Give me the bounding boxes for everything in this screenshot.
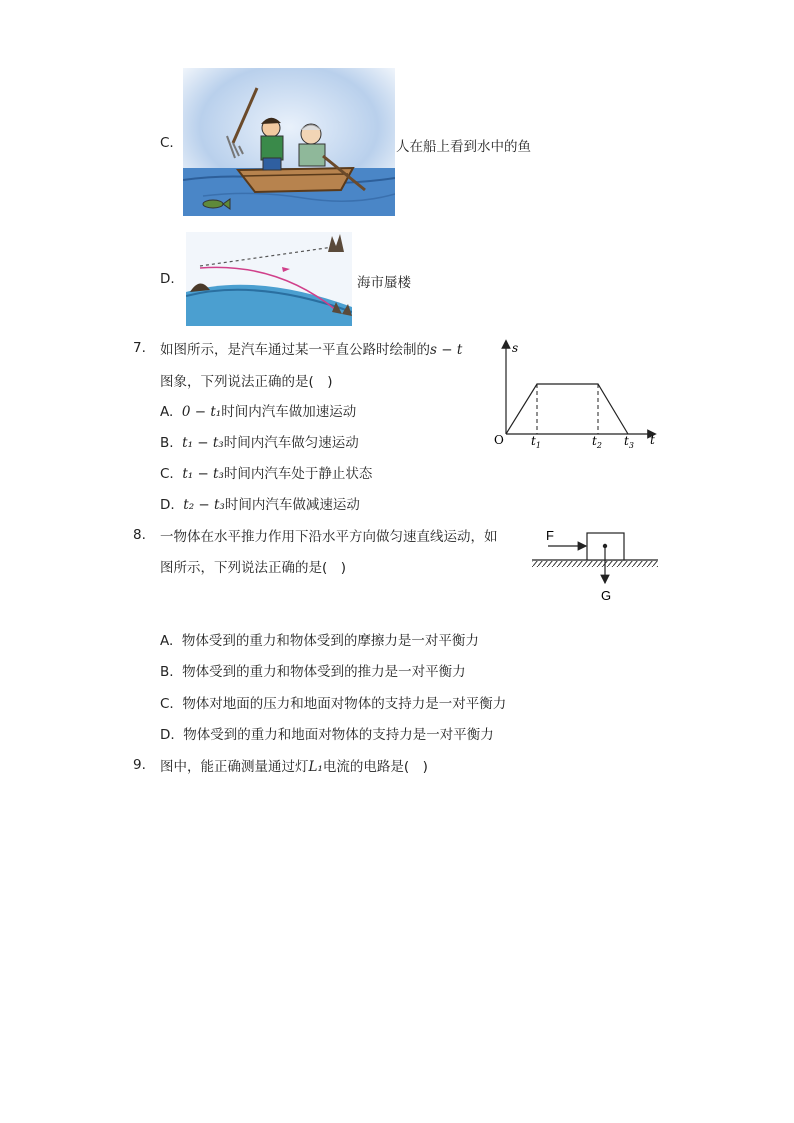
option-c-text: 人在船上看到水中的鱼	[396, 139, 531, 155]
tick-t1: $t_1$	[531, 434, 541, 450]
force-diagram	[528, 524, 662, 604]
option-c-letter: C.	[160, 135, 174, 151]
boat-fishing-illustration	[183, 68, 395, 216]
lamp-label: L₁	[308, 759, 323, 775]
q7-stem-line2: 图象，下列说法正确的是( )	[160, 374, 333, 390]
s-t-graph	[490, 338, 670, 456]
mirage-illustration	[186, 232, 352, 326]
ground-hatch	[532, 561, 658, 567]
q7-option-a[interactable]: A. 0 − t₁时间内汽车做加速运动	[160, 404, 357, 420]
s-t-curve	[506, 384, 628, 434]
origin-label: O	[494, 433, 504, 447]
q8-option-c[interactable]: C. 物体对地面的压力和地面对物体的支持力是一对平衡力	[160, 696, 507, 712]
q7-stem-math: s − t	[430, 342, 463, 358]
force-label: F	[546, 528, 554, 543]
q7-option-d[interactable]: D. t₂ − t₃时间内汽车做减速运动	[160, 497, 360, 513]
tick-t3: $t_3$	[624, 434, 634, 450]
q7-option-b[interactable]: B. t₁ − t₃时间内汽车做匀速运动	[160, 435, 359, 451]
q7-number: 7.	[133, 340, 146, 356]
option-d-letter: D.	[160, 271, 175, 287]
q8-number: 8.	[133, 527, 146, 543]
x-label: t	[650, 433, 655, 447]
q9-number: 9.	[133, 757, 146, 773]
q8-stem-line1: 一物体在水平推力作用下沿水平方向做匀速直线运动，如	[160, 529, 498, 545]
q7-stem-line1: 如图所示，是汽车通过某一平直公路时绘制的s − t	[160, 342, 463, 358]
weight-label: G	[601, 588, 612, 603]
y-label: s	[512, 341, 519, 355]
q9-stem: 图中，能正确测量通过灯L₁电流的电路是( )	[160, 759, 428, 775]
q8-stem-line2: 图所示，下列说法正确的是( )	[160, 560, 347, 576]
q7-option-c[interactable]: C. t₁ − t₃时间内汽车处于静止状态	[160, 466, 373, 482]
q8-option-d[interactable]: D. 物体受到的重力和地面对物体的支持力是一对平衡力	[160, 727, 494, 743]
option-d-text: 海市蜃楼	[357, 275, 411, 291]
tick-t2: $t_2$	[592, 434, 602, 450]
q8-option-a[interactable]: A. 物体受到的重力和物体受到的摩擦力是一对平衡力	[160, 633, 479, 649]
q8-option-b[interactable]: B. 物体受到的重力和物体受到的推力是一对平衡力	[160, 664, 466, 680]
